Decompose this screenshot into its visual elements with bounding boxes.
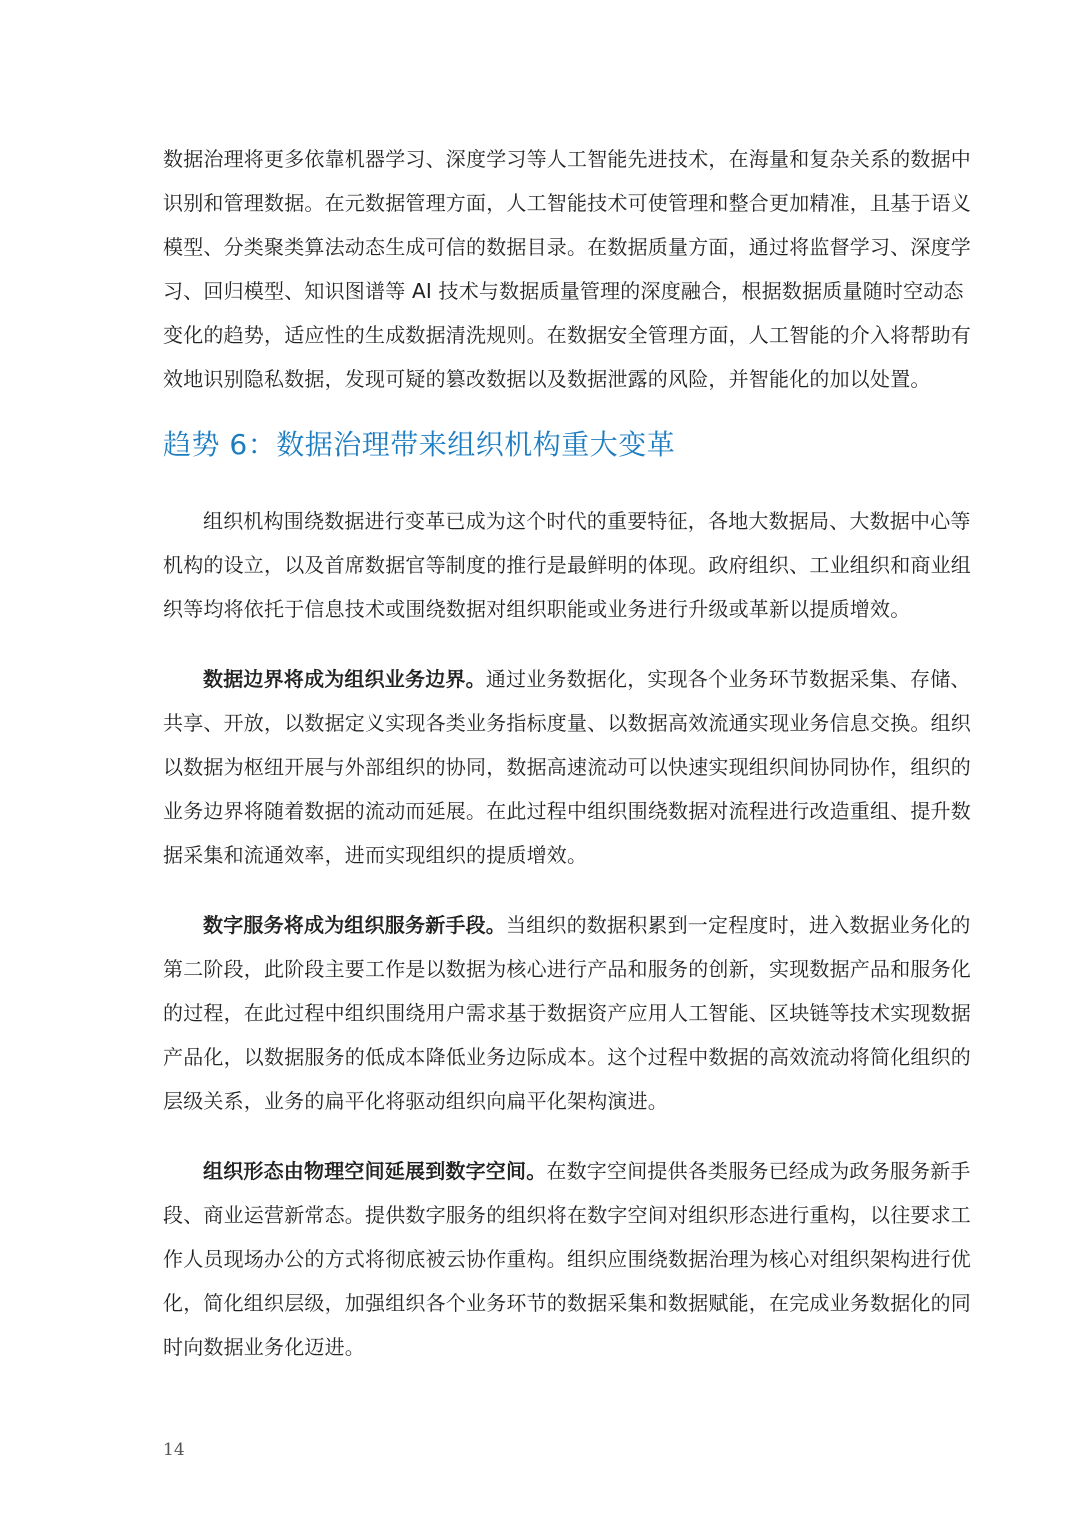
- paragraph-line: 习、回归模型、知识图谱等 AI 技术与数据质量管理的深度融合，根据数据质量随时空动态: [163, 279, 964, 303]
- paragraph-line: 层级关系，业务的扁平化将驱动组织向扁平化架构演进。: [163, 1089, 668, 1113]
- paragraph-text: 在数字空间提供各类服务已经成为政务服务新手: [546, 1159, 971, 1183]
- paragraph-line: 据采集和流通效率，进而实现组织的提质增效。: [163, 843, 588, 867]
- paragraph-line: 识别和管理数据。在元数据管理方面，人工智能技术可使管理和整合更加精准，且基于语义: [163, 191, 971, 215]
- paragraph-line: 机构的设立，以及首席数据官等制度的推行是最鲜明的体现。政府组织、工业组织和商业组: [163, 553, 971, 577]
- paragraph-line: 数据治理将更多依靠机器学习、深度学习等人工智能先进技术，在海量和复杂关系的数据中: [163, 147, 971, 171]
- paragraph-data-boundary: [163, 657, 971, 877]
- paragraph-line: 组织机构围绕数据进行变革已成为这个时代的重要特征，各地大数据局、大数据中心等: [203, 509, 971, 533]
- paragraph-lead-text: 组织形态由物理空间延展到数字空间。: [203, 1159, 547, 1183]
- paragraph-line: 化，简化组织层级，加强组织各个业务环节的数据采集和数据赋能，在完成业务数据化的同: [163, 1291, 971, 1315]
- paragraph-text: 当组织的数据积累到一定程度时，进入数据业务化的: [506, 913, 971, 937]
- paragraph-line: 产品化，以数据服务的低成本降低业务边际成本。这个过程中数据的高效流动将简化组织的: [163, 1045, 971, 1069]
- paragraph-organization-change: [163, 499, 971, 631]
- page-number: 14: [163, 1440, 185, 1460]
- section-heading: 趋势 6：数据治理带来组织机构重大变革: [163, 428, 676, 461]
- paragraph-line: 作人员现场办公的方式将彻底被云协作重构。组织应围绕数据治理为核心对组织架构进行优: [163, 1247, 971, 1271]
- paragraph-lead-text: 数据边界将成为组织业务边界。: [203, 667, 486, 691]
- paragraph-lead-text: 数字服务将成为组织服务新手段。: [203, 913, 506, 937]
- paragraph-line: 第二阶段，此阶段主要工作是以数据为核心进行产品和服务的创新，实现数据产品和服务化: [163, 957, 971, 981]
- paragraph-line: 效地识别隐私数据，发现可疑的篡改数据以及数据泄露的风险，并智能化的加以处置。: [163, 367, 931, 391]
- paragraph-line: 段、商业运营新常态。提供数字服务的组织将在数字空间对组织形态进行重构，以往要求工: [163, 1203, 971, 1227]
- paragraph-digital-space: [163, 1149, 971, 1369]
- paragraph-line: 时向数据业务化迈进。: [163, 1335, 365, 1359]
- paragraph-line: 变化的趋势，适应性的生成数据清洗规则。在数据安全管理方面，人工智能的介入将帮助有: [163, 323, 971, 347]
- paragraph-line: [163, 657, 971, 701]
- paragraph-line: [163, 1149, 971, 1193]
- paragraph-line: 共享、开放，以数据定义实现各类业务指标度量、以数据高效流通实现业务信息交换。组织: [163, 711, 971, 735]
- intro-paragraph: [163, 137, 971, 401]
- paragraph-text: 通过业务数据化，实现各个业务环节数据采集、存储、: [485, 667, 971, 691]
- paragraph-line: [163, 903, 971, 947]
- paragraph-line: 以数据为枢纽开展与外部组织的协同，数据高速流动可以快速实现组织间协同协作，组织的: [163, 755, 971, 779]
- paragraph-digital-service: [163, 903, 971, 1123]
- paragraph-line: 模型、分类聚类算法动态生成可信的数据目录。在数据质量方面，通过将监督学习、深度学: [163, 235, 971, 259]
- paragraph-line: 的过程，在此过程中组织围绕用户需求基于数据资产应用人工智能、区块链等技术实现数据: [163, 1001, 971, 1025]
- paragraph-line: 业务边界将随着数据的流动而延展。在此过程中组织围绕数据对流程进行改造重组、提升数: [163, 799, 971, 823]
- paragraph-line: 织等均将依托于信息技术或围绕数据对组织职能或业务进行升级或革新以提质增效。: [163, 597, 911, 621]
